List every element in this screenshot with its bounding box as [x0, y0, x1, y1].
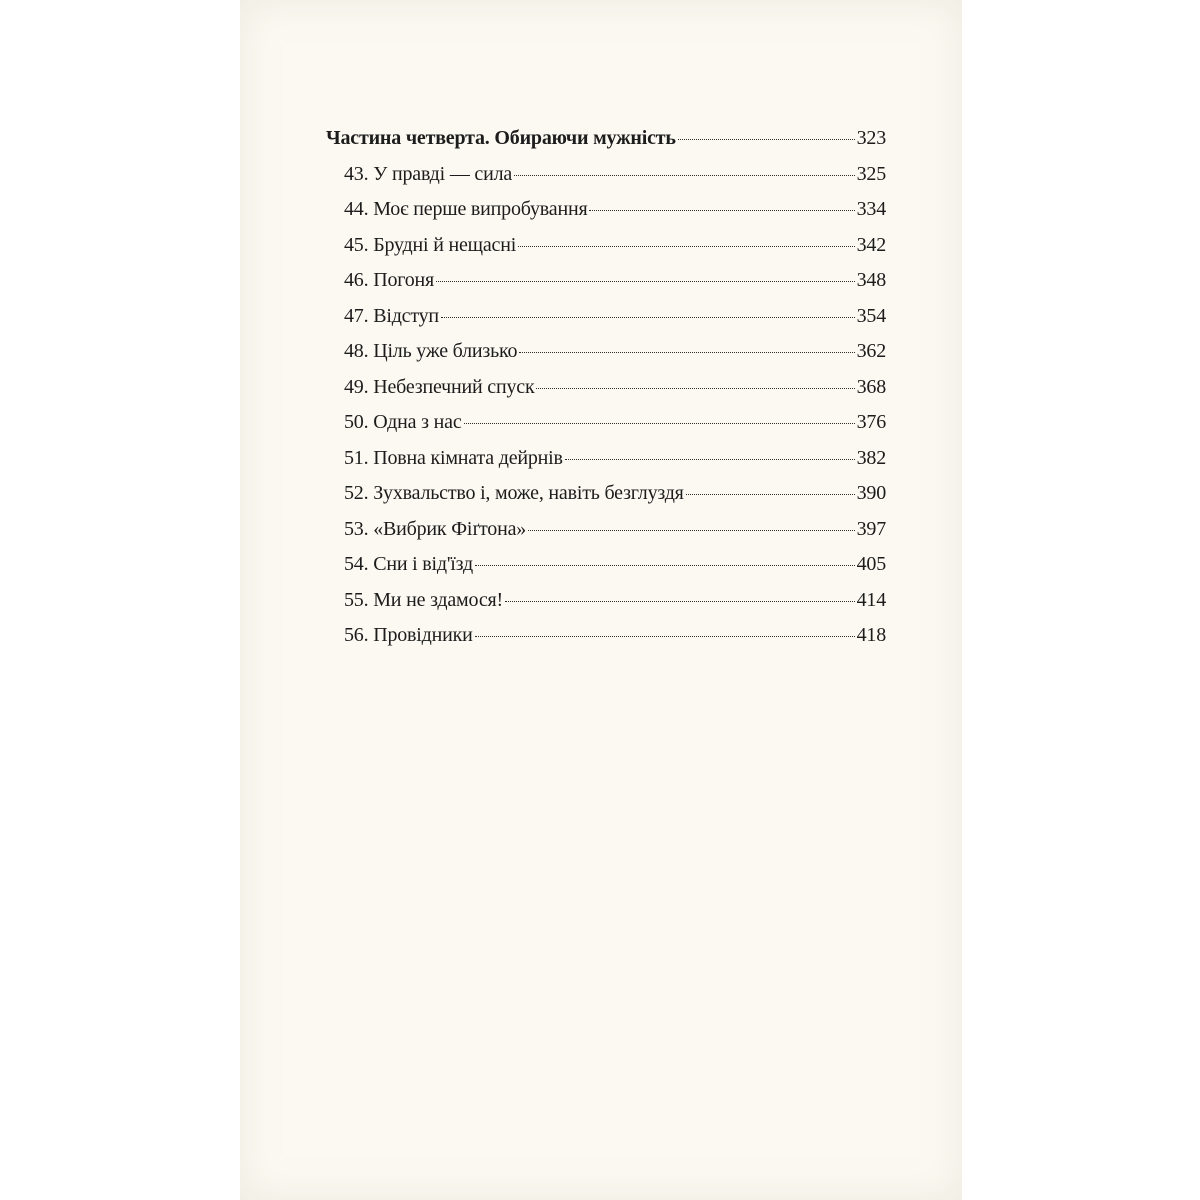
chapter-page-number: 390 — [856, 482, 886, 504]
chapter-page-number: 405 — [856, 553, 886, 575]
toc-part-heading — [326, 121, 886, 157]
part-title: Частина четверта. Обираючи мужність — [326, 127, 676, 149]
dot-leader — [565, 459, 855, 460]
dot-leader — [475, 636, 855, 637]
chapter-page-number: 325 — [856, 162, 886, 185]
dot-leader — [514, 175, 855, 176]
chapter-page-number: 418 — [856, 624, 886, 646]
dot-leader — [528, 530, 855, 531]
toc-chapter-entry — [326, 547, 886, 583]
chapter-title: 54. Сни і від'їзд — [344, 553, 473, 575]
chapter-page-number: 397 — [856, 517, 886, 540]
chapter-list — [326, 157, 886, 654]
toc-chapter-entry — [326, 405, 886, 441]
toc-chapter-entry — [326, 334, 886, 370]
chapter-title: 53. «Вибрик Фіґтона» — [344, 517, 527, 540]
toc-chapter-entry — [326, 263, 886, 299]
chapter-title: 48. Ціль уже близько — [344, 340, 518, 362]
toc-chapter-entry — [326, 157, 886, 193]
chapter-page-number: 362 — [856, 340, 886, 362]
part-page-number: 323 — [856, 127, 886, 149]
dot-leader — [475, 565, 855, 566]
chapter-page-number: 334 — [856, 198, 886, 220]
chapter-title: 47. Відступ — [344, 304, 439, 327]
dot-leader — [441, 317, 855, 318]
chapter-title: 52. Зухвальство і, може, навіть безглуздя — [344, 482, 684, 504]
chapter-title: 43. У правді — сила — [344, 162, 513, 185]
toc-chapter-entry — [326, 370, 886, 406]
chapter-page-number: 348 — [856, 269, 886, 291]
toc-chapter-entry — [326, 441, 886, 477]
chapter-title: 46. Погоня — [344, 269, 435, 291]
toc-chapter-entry — [326, 512, 886, 548]
dot-leader — [464, 423, 855, 424]
chapter-title: 49. Небезпечний спуск — [344, 375, 535, 398]
chapter-page-number: 342 — [856, 233, 886, 256]
dot-leader — [436, 281, 855, 282]
dot-leader — [518, 246, 854, 247]
toc-chapter-entry — [326, 228, 886, 264]
chapter-page-number: 414 — [856, 588, 886, 611]
book-page — [240, 0, 962, 1200]
table-of-contents — [326, 121, 886, 654]
dot-leader — [519, 352, 854, 353]
dot-leader — [536, 388, 854, 389]
toc-chapter-entry — [326, 583, 886, 619]
chapter-page-number: 382 — [856, 446, 886, 469]
dot-leader — [678, 139, 855, 140]
chapter-page-number: 354 — [856, 304, 886, 327]
toc-chapter-entry — [326, 299, 886, 335]
dot-leader — [589, 210, 854, 211]
dot-leader — [686, 494, 855, 495]
chapter-title: 44. Моє перше випробування — [344, 198, 588, 220]
toc-chapter-entry — [326, 618, 886, 654]
chapter-title: 51. Повна кімната дейрнів — [344, 446, 563, 469]
toc-chapter-entry — [326, 192, 886, 228]
dot-leader — [505, 601, 855, 602]
chapter-title: 50. Одна з нас — [344, 411, 462, 433]
toc-chapter-entry — [326, 476, 886, 512]
chapter-title: 45. Брудні й нещасні — [344, 233, 517, 256]
chapter-title: 56. Провідники — [344, 624, 473, 646]
chapter-page-number: 376 — [856, 411, 886, 433]
chapter-page-number: 368 — [856, 375, 886, 398]
chapter-title: 55. Ми не здамося! — [344, 588, 503, 611]
